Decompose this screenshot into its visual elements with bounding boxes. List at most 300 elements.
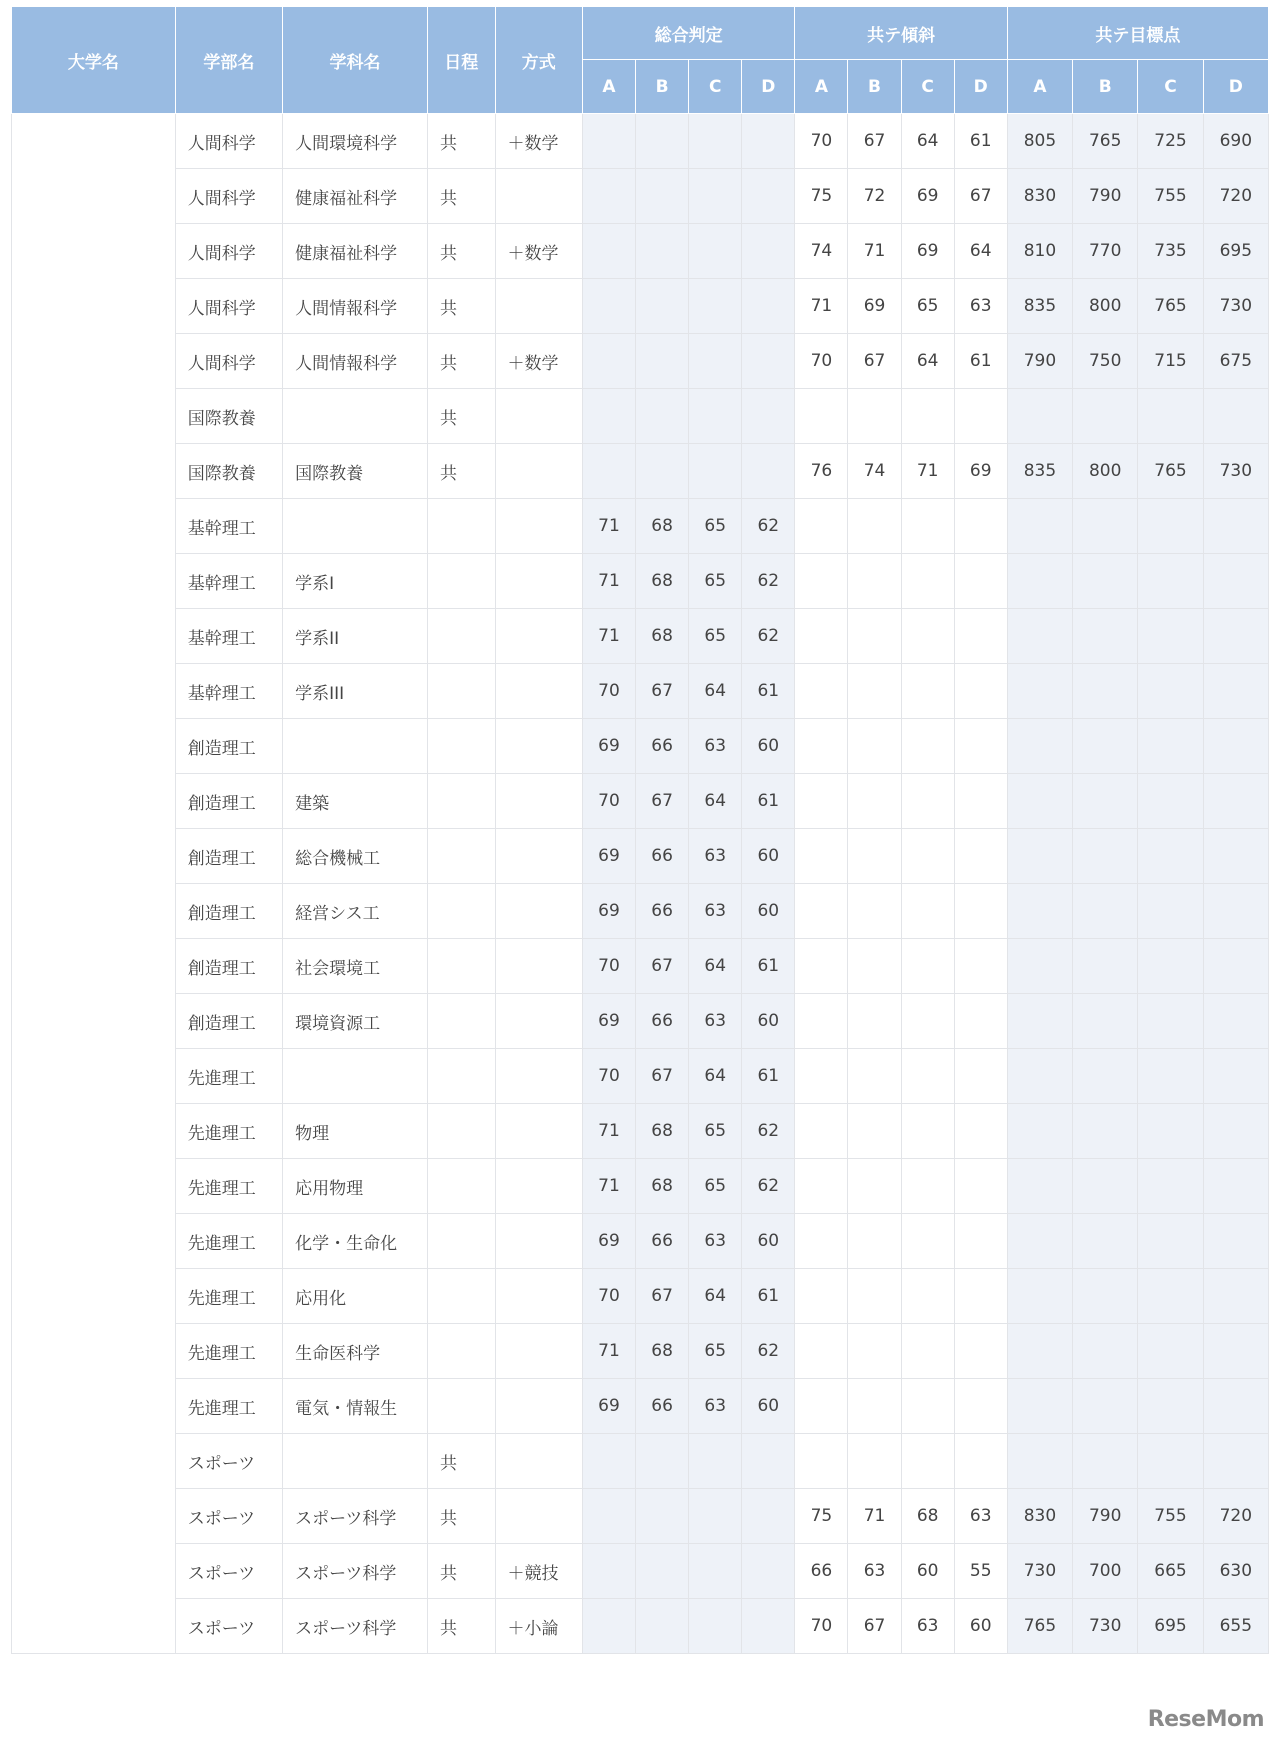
keisha-score-cell [954, 1104, 1007, 1159]
target-score-cell [1203, 554, 1268, 609]
target-score-cell [1007, 1159, 1072, 1214]
target-score-cell [1073, 389, 1138, 444]
faculty-cell: 創造理工 [175, 939, 282, 994]
target-score-cell: 695 [1138, 1599, 1203, 1654]
keisha-score-cell [954, 884, 1007, 939]
sogo-score-cell [582, 114, 635, 169]
sogo-score-cell: 69 [582, 1379, 635, 1434]
keisha-score-cell [954, 829, 1007, 884]
target-score-cell [1138, 1159, 1203, 1214]
keisha-score-cell [795, 1434, 848, 1489]
sogo-score-cell: 69 [582, 829, 635, 884]
faculty-cell: 創造理工 [175, 719, 282, 774]
keisha-score-cell: 70 [795, 114, 848, 169]
schedule-cell [428, 1324, 495, 1379]
sogo-score-cell [582, 279, 635, 334]
target-score-cell [1203, 774, 1268, 829]
department-cell: スポーツ科学 [283, 1599, 428, 1654]
method-cell [495, 1269, 582, 1324]
method-cell [495, 719, 582, 774]
sogo-score-cell: 60 [742, 994, 795, 1049]
method-cell [495, 554, 582, 609]
table-row [12, 1544, 1269, 1599]
schedule-cell [428, 1214, 495, 1269]
target-score-cell [1007, 664, 1072, 719]
sogo-score-cell: 61 [742, 1269, 795, 1324]
target-score-cell [1007, 1324, 1072, 1379]
method-cell [495, 994, 582, 1049]
sogo-score-cell: 61 [742, 939, 795, 994]
table-row [12, 1489, 1269, 1544]
target-score-cell [1138, 829, 1203, 884]
keisha-score-cell: 69 [901, 169, 954, 224]
target-score-cell: 655 [1203, 1599, 1268, 1654]
sogo-score-cell: 68 [636, 1324, 689, 1379]
keisha-score-cell [848, 1379, 901, 1434]
sogo-score-cell: 66 [636, 719, 689, 774]
schedule-cell [428, 499, 495, 554]
keisha-score-cell [848, 664, 901, 719]
sogo-score-cell [689, 444, 742, 499]
method-cell [495, 774, 582, 829]
keisha-score-cell [848, 994, 901, 1049]
target-score-cell: 735 [1138, 224, 1203, 279]
keisha-score-cell [795, 1324, 848, 1379]
sogo-score-cell: 61 [742, 1049, 795, 1104]
sogo-score-cell: 63 [689, 719, 742, 774]
grade-header: D [954, 60, 1007, 114]
method-cell [495, 1324, 582, 1379]
keisha-score-cell [901, 1214, 954, 1269]
keisha-score-cell [848, 829, 901, 884]
grade-header: B [848, 60, 901, 114]
target-score-cell [1138, 1214, 1203, 1269]
keisha-score-cell [795, 1104, 848, 1159]
sogo-score-cell: 62 [742, 1104, 795, 1159]
sogo-score-cell [582, 1434, 635, 1489]
keisha-score-cell [848, 939, 901, 994]
sogo-score-cell [689, 279, 742, 334]
group-keisha: 共テ傾斜 [795, 7, 1007, 60]
keisha-score-cell: 71 [901, 444, 954, 499]
target-score-cell [1138, 1379, 1203, 1434]
keisha-score-cell [954, 664, 1007, 719]
target-score-cell [1138, 499, 1203, 554]
sogo-score-cell [742, 1599, 795, 1654]
target-score-cell: 835 [1007, 444, 1072, 499]
keisha-score-cell [848, 774, 901, 829]
sogo-score-cell [636, 1599, 689, 1654]
grade-header: C [1138, 60, 1203, 114]
sogo-score-cell [742, 279, 795, 334]
schedule-cell: 共 [428, 444, 495, 499]
method-cell [495, 1159, 582, 1214]
department-cell: 学系I [283, 554, 428, 609]
schedule-cell [428, 994, 495, 1049]
target-score-cell: 810 [1007, 224, 1072, 279]
keisha-score-cell [901, 1049, 954, 1104]
keisha-score-cell [848, 884, 901, 939]
department-cell: 人間情報科学 [283, 279, 428, 334]
sogo-score-cell: 63 [689, 994, 742, 1049]
schedule-cell [428, 554, 495, 609]
target-score-cell [1073, 1434, 1138, 1489]
department-cell: 電気・情報生 [283, 1379, 428, 1434]
department-cell [283, 499, 428, 554]
target-score-cell [1073, 1049, 1138, 1104]
schedule-cell [428, 939, 495, 994]
keisha-score-cell [901, 1379, 954, 1434]
schedule-cell: 共 [428, 389, 495, 444]
keisha-score-cell [901, 609, 954, 664]
keisha-score-cell [848, 499, 901, 554]
sogo-score-cell [742, 169, 795, 224]
col-method: 方式 [495, 7, 582, 114]
table-row [12, 994, 1269, 1049]
sogo-score-cell [742, 1489, 795, 1544]
target-score-cell [1007, 1104, 1072, 1159]
schedule-cell [428, 1269, 495, 1324]
table-row [12, 279, 1269, 334]
faculty-cell: スポーツ [175, 1489, 282, 1544]
schedule-cell [428, 774, 495, 829]
sogo-score-cell [689, 224, 742, 279]
keisha-score-cell: 55 [954, 1544, 1007, 1599]
grade-header: B [636, 60, 689, 114]
table-row [12, 1324, 1269, 1379]
keisha-score-cell [795, 994, 848, 1049]
group-target: 共テ目標点 [1007, 7, 1268, 60]
schedule-cell [428, 1104, 495, 1159]
method-cell [495, 279, 582, 334]
sogo-score-cell: 64 [689, 1049, 742, 1104]
keisha-score-cell [901, 499, 954, 554]
target-score-cell [1138, 664, 1203, 719]
keisha-score-cell [901, 829, 954, 884]
target-score-cell [1203, 664, 1268, 719]
department-cell: 総合機械工 [283, 829, 428, 884]
target-score-cell [1138, 389, 1203, 444]
target-score-cell: 790 [1007, 334, 1072, 389]
sogo-score-cell [582, 334, 635, 389]
keisha-score-cell [954, 994, 1007, 1049]
target-score-cell: 665 [1138, 1544, 1203, 1599]
target-score-cell [1138, 994, 1203, 1049]
keisha-score-cell: 70 [795, 1599, 848, 1654]
target-score-cell [1203, 884, 1268, 939]
schedule-cell [428, 1379, 495, 1434]
sogo-score-cell: 69 [582, 1214, 635, 1269]
target-score-cell: 790 [1073, 169, 1138, 224]
table-row [12, 554, 1269, 609]
target-score-cell [1073, 554, 1138, 609]
sogo-score-cell: 63 [689, 1379, 742, 1434]
keisha-score-cell [901, 939, 954, 994]
sogo-score-cell: 65 [689, 554, 742, 609]
target-score-cell: 630 [1203, 1544, 1268, 1599]
faculty-cell: 創造理工 [175, 884, 282, 939]
table-row [12, 774, 1269, 829]
keisha-score-cell: 66 [795, 1544, 848, 1599]
department-cell: 国際教養 [283, 444, 428, 499]
sogo-score-cell: 60 [742, 884, 795, 939]
table-row [12, 114, 1269, 169]
grade-header: A [582, 60, 635, 114]
keisha-score-cell [954, 1269, 1007, 1324]
target-score-cell [1138, 939, 1203, 994]
schedule-cell: 共 [428, 334, 495, 389]
target-score-cell [1138, 719, 1203, 774]
faculty-cell: 先進理工 [175, 1324, 282, 1379]
target-score-cell: 790 [1073, 1489, 1138, 1544]
faculty-cell: 先進理工 [175, 1104, 282, 1159]
sogo-score-cell [582, 1489, 635, 1544]
table-row [12, 609, 1269, 664]
sogo-score-cell [582, 389, 635, 444]
sogo-score-cell: 66 [636, 829, 689, 884]
method-cell [495, 169, 582, 224]
keisha-score-cell [795, 884, 848, 939]
department-cell [283, 1434, 428, 1489]
schedule-cell: 共 [428, 224, 495, 279]
schedule-cell [428, 719, 495, 774]
target-score-cell [1138, 1049, 1203, 1104]
sogo-score-cell [636, 1544, 689, 1599]
target-score-cell [1138, 1104, 1203, 1159]
schedule-cell: 共 [428, 279, 495, 334]
keisha-score-cell [795, 1379, 848, 1434]
keisha-score-cell [795, 1269, 848, 1324]
keisha-score-cell [795, 554, 848, 609]
schedule-cell: 共 [428, 1434, 495, 1489]
keisha-score-cell: 67 [848, 1599, 901, 1654]
university-cell [12, 114, 176, 1654]
target-score-cell: 800 [1073, 444, 1138, 499]
table-row [12, 444, 1269, 499]
schedule-cell [428, 1049, 495, 1104]
keisha-score-cell [848, 1269, 901, 1324]
target-score-cell: 730 [1203, 444, 1268, 499]
faculty-cell: 人間科学 [175, 334, 282, 389]
keisha-score-cell: 69 [901, 224, 954, 279]
target-score-cell: 720 [1203, 1489, 1268, 1544]
target-score-cell [1203, 1214, 1268, 1269]
keisha-score-cell: 64 [901, 114, 954, 169]
department-cell: 環境資源工 [283, 994, 428, 1049]
sogo-score-cell: 70 [582, 774, 635, 829]
target-score-cell: 720 [1203, 169, 1268, 224]
target-score-cell [1138, 774, 1203, 829]
target-score-cell: 695 [1203, 224, 1268, 279]
sogo-score-cell [742, 224, 795, 279]
sogo-score-cell: 61 [742, 774, 795, 829]
target-score-cell [1073, 1214, 1138, 1269]
schedule-cell [428, 664, 495, 719]
target-score-cell: 765 [1007, 1599, 1072, 1654]
keisha-score-cell: 70 [795, 334, 848, 389]
keisha-score-cell: 64 [901, 334, 954, 389]
schedule-cell [428, 884, 495, 939]
sogo-score-cell: 63 [689, 829, 742, 884]
sogo-score-cell: 60 [742, 829, 795, 884]
target-score-cell [1007, 884, 1072, 939]
schedule-cell [428, 609, 495, 664]
target-score-cell [1007, 829, 1072, 884]
department-cell: 人間情報科学 [283, 334, 428, 389]
sogo-score-cell [689, 334, 742, 389]
sogo-score-cell: 63 [689, 1214, 742, 1269]
method-cell: ＋数学 [495, 224, 582, 279]
faculty-cell: 先進理工 [175, 1159, 282, 1214]
col-department: 学科名 [283, 7, 428, 114]
keisha-score-cell [795, 1049, 848, 1104]
table-row [12, 334, 1269, 389]
target-score-cell [1203, 994, 1268, 1049]
target-score-cell [1073, 1104, 1138, 1159]
target-score-cell [1073, 1324, 1138, 1379]
table-row [12, 1049, 1269, 1104]
sogo-score-cell: 70 [582, 1269, 635, 1324]
sogo-score-cell: 65 [689, 1104, 742, 1159]
keisha-score-cell [795, 719, 848, 774]
sogo-score-cell [742, 114, 795, 169]
sogo-score-cell [582, 1544, 635, 1599]
keisha-score-cell [901, 774, 954, 829]
sogo-score-cell [689, 1544, 742, 1599]
target-score-cell [1073, 609, 1138, 664]
department-cell: 物理 [283, 1104, 428, 1159]
faculty-cell: 人間科学 [175, 114, 282, 169]
table-row [12, 169, 1269, 224]
target-score-cell [1073, 994, 1138, 1049]
target-score-cell [1007, 1049, 1072, 1104]
keisha-score-cell [954, 554, 1007, 609]
target-score-cell [1073, 829, 1138, 884]
sogo-score-cell [636, 279, 689, 334]
sogo-score-cell: 69 [582, 719, 635, 774]
keisha-score-cell [901, 389, 954, 444]
sogo-score-cell [742, 389, 795, 444]
target-score-cell [1007, 1379, 1072, 1434]
department-cell [283, 1049, 428, 1104]
table-row [12, 499, 1269, 554]
table-row [12, 389, 1269, 444]
sogo-score-cell: 64 [689, 664, 742, 719]
sogo-score-cell: 66 [636, 1214, 689, 1269]
sogo-score-cell: 67 [636, 1269, 689, 1324]
method-cell: ＋数学 [495, 334, 582, 389]
sogo-score-cell: 62 [742, 609, 795, 664]
sogo-score-cell: 66 [636, 884, 689, 939]
method-cell: ＋競技 [495, 1544, 582, 1599]
target-score-cell [1007, 1434, 1072, 1489]
keisha-score-cell [901, 719, 954, 774]
keisha-score-cell: 68 [901, 1489, 954, 1544]
sogo-score-cell [582, 224, 635, 279]
sogo-score-cell [636, 389, 689, 444]
method-cell [495, 939, 582, 994]
faculty-cell: 基幹理工 [175, 554, 282, 609]
method-cell: ＋小論 [495, 1599, 582, 1654]
department-cell: 化学・生命化 [283, 1214, 428, 1269]
results-table [11, 6, 1269, 1654]
keisha-score-cell: 63 [901, 1599, 954, 1654]
sogo-score-cell [636, 334, 689, 389]
keisha-score-cell: 69 [954, 444, 1007, 499]
method-cell [495, 829, 582, 884]
keisha-score-cell [795, 1159, 848, 1214]
faculty-cell: スポーツ [175, 1434, 282, 1489]
target-score-cell: 765 [1138, 444, 1203, 499]
target-score-cell [1073, 1159, 1138, 1214]
target-score-cell: 755 [1138, 169, 1203, 224]
sogo-score-cell: 67 [636, 664, 689, 719]
keisha-score-cell: 69 [848, 279, 901, 334]
target-score-cell [1203, 829, 1268, 884]
target-score-cell: 675 [1203, 334, 1268, 389]
faculty-cell: スポーツ [175, 1599, 282, 1654]
keisha-score-cell [795, 664, 848, 719]
keisha-score-cell [954, 1214, 1007, 1269]
sogo-score-cell: 60 [742, 719, 795, 774]
target-score-cell [1203, 1434, 1268, 1489]
schedule-cell [428, 1159, 495, 1214]
keisha-score-cell [848, 609, 901, 664]
sogo-score-cell: 68 [636, 1159, 689, 1214]
sogo-score-cell: 71 [582, 1104, 635, 1159]
sogo-score-cell: 61 [742, 664, 795, 719]
keisha-score-cell [795, 1214, 848, 1269]
keisha-score-cell: 76 [795, 444, 848, 499]
sogo-score-cell: 71 [582, 554, 635, 609]
sogo-score-cell: 67 [636, 939, 689, 994]
sogo-score-cell: 65 [689, 609, 742, 664]
faculty-cell: 国際教養 [175, 444, 282, 499]
sogo-score-cell: 64 [689, 774, 742, 829]
department-cell: 健康福祉科学 [283, 169, 428, 224]
sogo-score-cell: 65 [689, 1159, 742, 1214]
keisha-score-cell [848, 1049, 901, 1104]
department-cell: 応用物理 [283, 1159, 428, 1214]
sogo-score-cell: 68 [636, 609, 689, 664]
department-cell: 学系III [283, 664, 428, 719]
grade-header: D [742, 60, 795, 114]
sogo-score-cell: 66 [636, 1379, 689, 1434]
keisha-score-cell: 61 [954, 114, 1007, 169]
sogo-score-cell: 66 [636, 994, 689, 1049]
faculty-cell: 創造理工 [175, 829, 282, 884]
sogo-score-cell: 67 [636, 1049, 689, 1104]
target-score-cell: 805 [1007, 114, 1072, 169]
department-cell: 学系II [283, 609, 428, 664]
target-score-cell [1203, 1379, 1268, 1434]
faculty-cell: 基幹理工 [175, 609, 282, 664]
method-cell [495, 609, 582, 664]
target-score-cell [1007, 554, 1072, 609]
sogo-score-cell: 62 [742, 554, 795, 609]
sogo-score-cell: 60 [742, 1214, 795, 1269]
target-score-cell [1007, 1214, 1072, 1269]
keisha-score-cell: 74 [848, 444, 901, 499]
target-score-cell: 835 [1007, 279, 1072, 334]
sogo-score-cell: 71 [582, 1324, 635, 1379]
department-cell: スポーツ科学 [283, 1544, 428, 1599]
keisha-score-cell: 60 [901, 1544, 954, 1599]
target-score-cell: 715 [1138, 334, 1203, 389]
keisha-score-cell [848, 1214, 901, 1269]
target-score-cell [1138, 554, 1203, 609]
method-cell [495, 1104, 582, 1159]
